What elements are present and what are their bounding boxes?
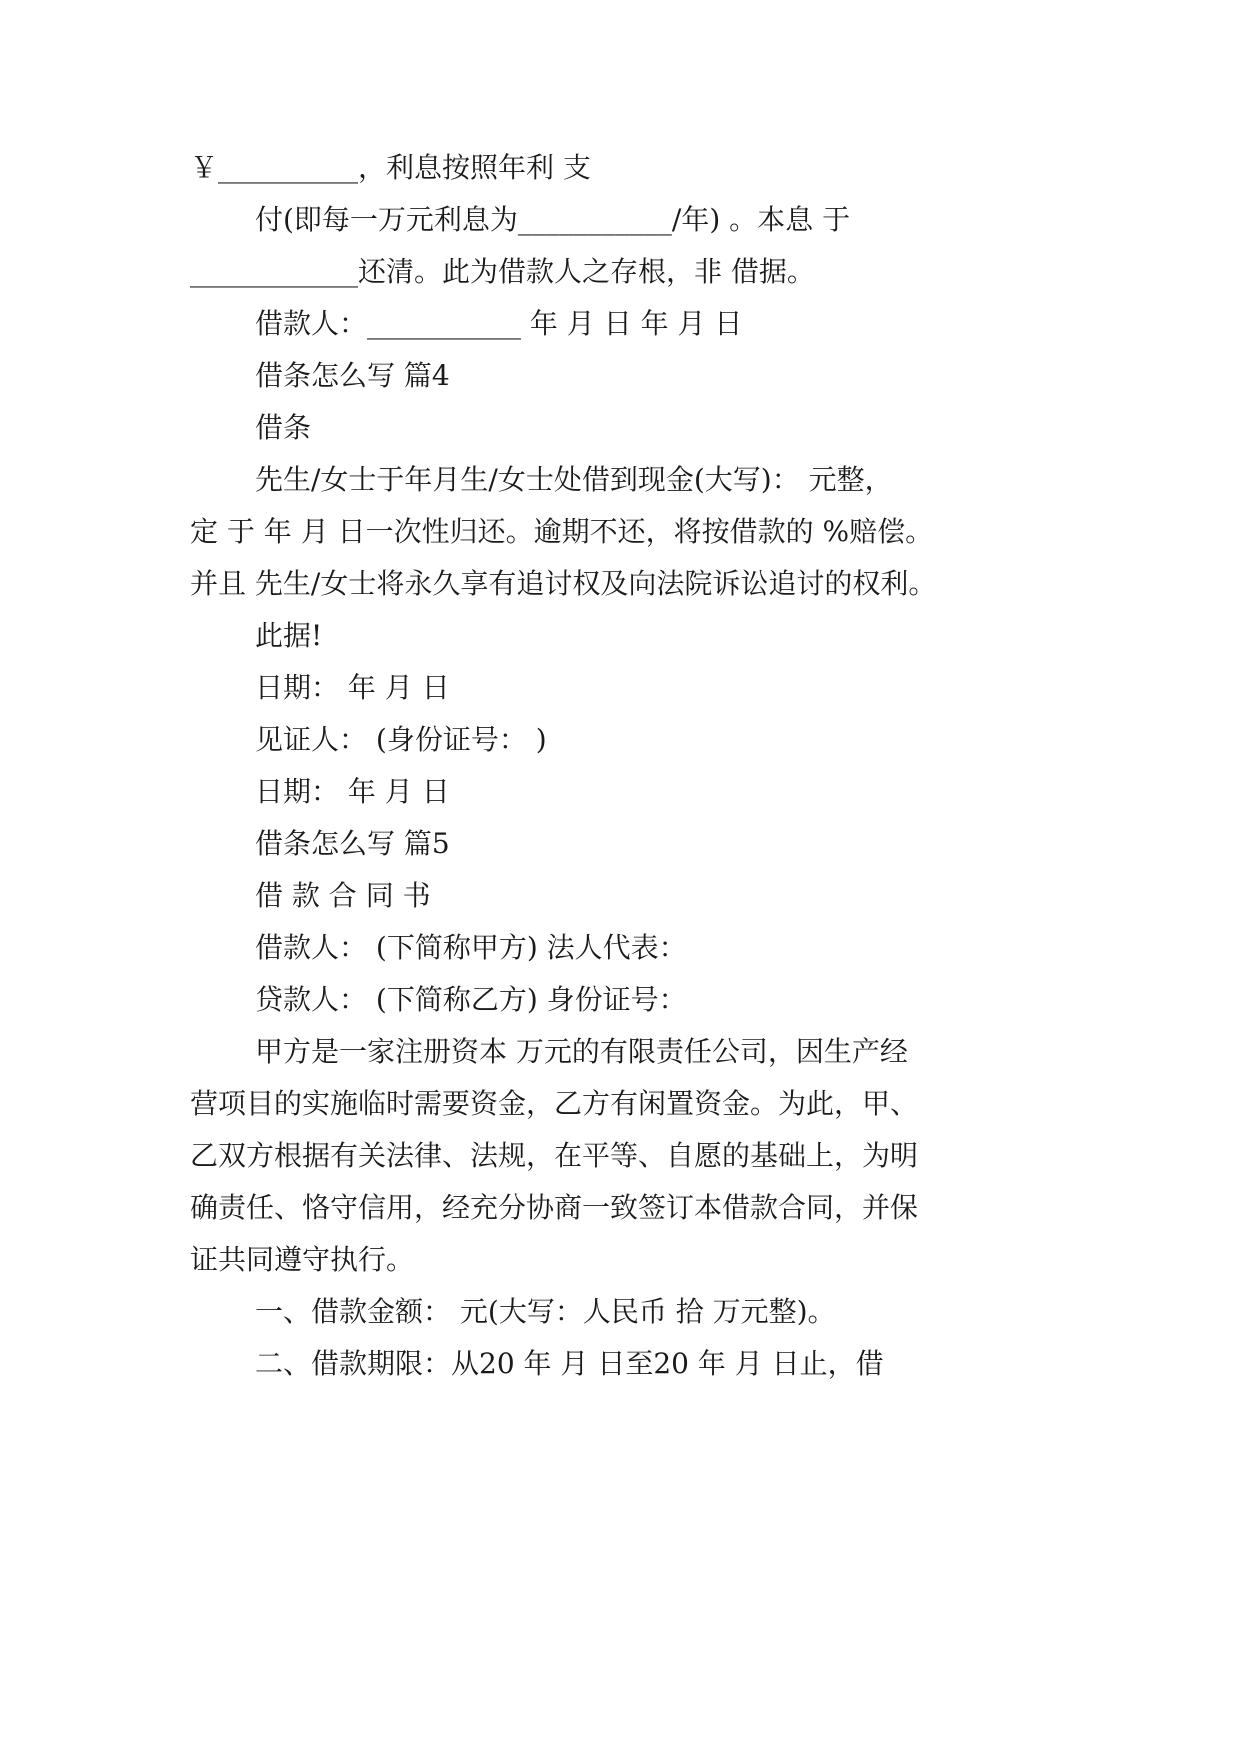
- paragraph-line: 乙双方根据有关法律、法规，在平等、自愿的基础上，为明: [190, 1139, 919, 1172]
- section-heading-4: 借条怎么写 篇4: [255, 359, 450, 392]
- contract-title: 借 款 合 同 书: [255, 879, 431, 912]
- date-line: 日期： 年 月 日: [255, 775, 450, 808]
- date-line: 日期： 年 月 日: [255, 671, 450, 704]
- clause-amount: 一、借款金额： 元(大写：人民币 拾 万元整)。: [255, 1295, 836, 1328]
- party-a-line: 借款人： (下简称甲方) 法人代表：: [255, 931, 687, 964]
- text-line-amount: ￥__________，利息按照年利 支: [190, 151, 591, 184]
- paragraph-line: 甲方是一家注册资本 万元的有限责任公司，因生产经: [255, 1035, 908, 1068]
- paragraph-line: 营项目的实施临时需要资金，乙方有闲置资金。为此，甲、: [190, 1087, 919, 1120]
- paragraph-line: 先生/女士于年月生/女士处借到现金(大写)： 元整，: [255, 463, 893, 496]
- paragraph-line: 证共同遵守执行。: [190, 1243, 415, 1276]
- party-b-line: 贷款人： (下简称乙方) 身份证号：: [255, 983, 687, 1016]
- note-title: 借条: [255, 411, 312, 444]
- clause-term: 二、借款期限：从20 年 月 日至20 年 月 日止，借: [255, 1347, 884, 1380]
- paragraph-line: 确责任、恪守信用，经充分协商一致签订本借款合同，并保: [190, 1191, 919, 1224]
- paragraph-line: 并且 先生/女士将永久享有追讨权及向法院诉讼追讨的权利。: [190, 567, 937, 600]
- text-line-repay: ____________还清。此为借款人之存根，非 借据。: [190, 255, 815, 288]
- text-line-proof: 此据!: [255, 619, 323, 652]
- section-heading-5: 借条怎么写 篇5: [255, 827, 450, 860]
- paragraph-line: 定 于 年 月 日一次性归还。逾期不还，将按借款的 %赔偿。: [190, 515, 934, 548]
- witness-line: 见证人： (身份证号： ): [255, 723, 547, 756]
- text-line-interest: 付(即每一万元利息为___________/年) 。本息 于: [255, 203, 851, 236]
- text-line-borrower: 借款人：___________ 年 月 日 年 月 日: [255, 307, 743, 340]
